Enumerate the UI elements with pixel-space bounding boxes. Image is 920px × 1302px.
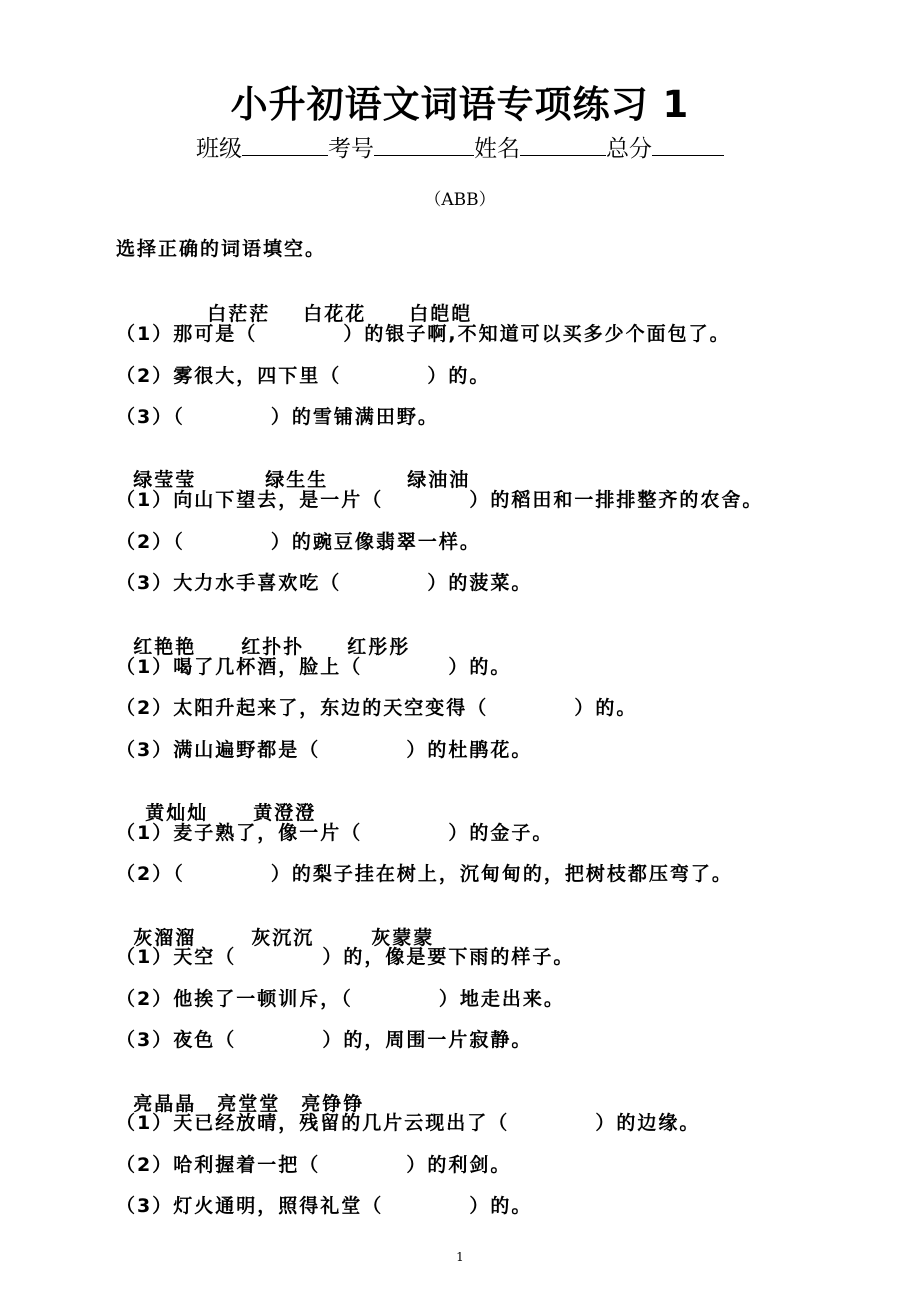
question-item: （2）哈利握着一把（ ）的利剑。 [116, 1154, 512, 1176]
exam-number-label: 考号 [328, 136, 374, 162]
word-option: 绿莹莹 [133, 469, 197, 491]
instruction: 选择正确的词语填空。 [116, 238, 327, 260]
name-label: 姓名 [474, 136, 520, 162]
question-item: （2）太阳升起来了，东边的天空变得（ ）的。 [116, 697, 638, 719]
word-option: 红彤彤 [347, 636, 411, 658]
question-item: （1）向山下望去，是一片（ ）的稻田和一排排整齐的农舍。 [116, 489, 764, 511]
question-item: （3）夜色（ ）的，周围一片寂静。 [116, 1029, 533, 1051]
class-label: 班级 [196, 136, 242, 162]
name-blank[interactable] [520, 133, 606, 156]
word-option: 白花花 [303, 303, 367, 325]
word-option: 亮晶晶 [133, 1093, 197, 1115]
question-item: （2）他挨了一顿训斥，（ ）地走出来。 [116, 988, 565, 1010]
question-item: （2）（ ）的梨子挂在树上，沉甸甸的，把树枝都压弯了。 [116, 863, 733, 885]
question-item: （2）雾很大，四下里（ ）的。 [116, 365, 491, 387]
student-info-line [0, 130, 920, 163]
word-option: 黄澄澄 [253, 802, 317, 824]
word-option: 亮铮铮 [301, 1093, 365, 1115]
word-option: 红艳艳 [133, 636, 197, 658]
page-title: 小升初语文词语专项练习 1 [230, 83, 690, 126]
section-subtitle: （ABB） [424, 190, 496, 210]
word-option: 灰蒙蒙 [371, 927, 435, 949]
question-item: （3）（ ）的雪铺满田野。 [116, 406, 439, 428]
question-item: （3）灯火通明，照得礼堂（ ）的。 [116, 1195, 533, 1217]
question-item: （1）天空（ ）的，像是要下雨的样子。 [116, 946, 575, 968]
word-option: 绿生生 [265, 469, 329, 491]
score-label: 总分 [606, 136, 652, 162]
question-item: （1）那可是（ ）的银子啊,不知道可以买多少个面包了。 [116, 323, 731, 345]
word-option: 绿油油 [407, 469, 471, 491]
question-item: （3）大力水手喜欢吃（ ）的菠菜。 [116, 572, 533, 594]
word-option: 黄灿灿 [145, 802, 209, 824]
exam-number-blank[interactable] [374, 133, 474, 156]
question-item: （1）麦子熟了，像一片（ ）的金子。 [116, 822, 554, 844]
page-number: 1 [456, 1250, 464, 1264]
question-item: （3）满山遍野都是（ ）的杜鹃花。 [116, 739, 533, 761]
word-option: 红扑扑 [241, 636, 305, 658]
question-item: （2）（ ）的豌豆像翡翠一样。 [116, 531, 481, 553]
word-option: 灰溜溜 [133, 927, 197, 949]
class-blank[interactable] [242, 133, 328, 156]
word-option: 亮堂堂 [217, 1093, 281, 1115]
word-option: 白皑皑 [409, 303, 473, 325]
word-option: 灰沉沉 [251, 927, 315, 949]
question-item: （1）喝了几杯酒，脸上（ ）的。 [116, 656, 512, 678]
word-option: 白茫茫 [207, 303, 271, 325]
question-item: （1）天已经放晴，残留的几片云现出了（ ）的边缘。 [116, 1112, 701, 1134]
score-blank[interactable] [652, 133, 724, 156]
